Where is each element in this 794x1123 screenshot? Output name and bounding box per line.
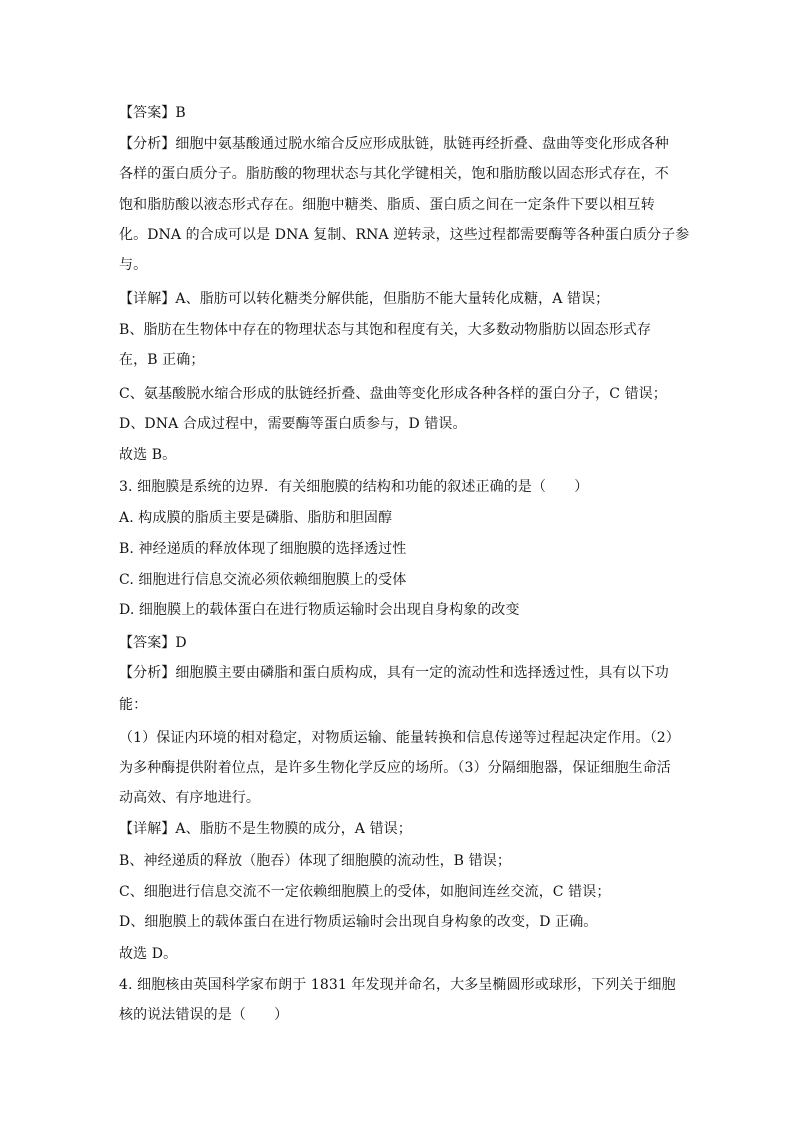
question-stem: 4. 细胞核由英国科学家布朗于 1831 年发现并命名，大多呈椭圆形或球形，下列关于细胞: [119, 977, 676, 993]
answer-line: 【答案】B: [119, 105, 186, 121]
analysis-line: 与。: [119, 257, 148, 273]
analysis-line: 能：: [119, 697, 148, 713]
explanation-line: 【详解】A、脂肪不是生物膜的成分，A 错误；: [119, 821, 412, 837]
analysis-line: 为多种酶提供附着位点，是许多生物化学反应的场所。（3）分隔细胞器，保证细胞生命活: [119, 760, 671, 776]
option-c: C. 细胞进行信息交流必须依赖细胞膜上的受体: [119, 572, 407, 588]
question-stem: 3. 细胞膜是系统的边界．有关细胞膜的结构和功能的叙述正确的是（ ）: [119, 479, 589, 495]
option-d: D. 细胞膜上的载体蛋白在进行物质运输时会出现自身构象的改变: [119, 602, 520, 618]
analysis-line: 【分析】细胞中氨基酸通过脱水缩合反应形成肽链，肽链再经折叠、盘曲等变化形成各种: [119, 136, 669, 152]
analysis-line: 【分析】细胞膜主要由磷脂和蛋白质构成，具有一定的流动性和选择透过性，具有以下功: [119, 665, 669, 681]
analysis-line: （1）保证内环境的相对稳定，对物质运输、能量转换和信息传递等过程起决定作用。（2）: [119, 730, 680, 746]
option-b: B. 神经递质的释放体现了细胞膜的选择透过性: [119, 541, 407, 557]
option-a: A. 构成膜的脂质主要是磷脂、脂肪和胆固醇: [119, 510, 393, 526]
analysis-line: 动高效、有序地进行。: [119, 790, 260, 806]
analysis-line: 饱和脂肪酸以液态形式存在。细胞中糖类、脂质、蛋白质之间在一定条件下要以相互转: [119, 197, 655, 213]
explanation-line: 在，B 正确；: [119, 352, 205, 368]
explanation-line: B、脂肪在生物体中存在的物理状态与其饱和程度有关，大多数动物脂肪以固态形式存: [119, 322, 652, 338]
question-stem: 核的说法错误的是（ ）: [119, 1007, 289, 1023]
explanation-line: 【详解】A、脂肪可以转化糖类分解供能，但脂肪不能大量转化成糖，A 错误；: [119, 291, 610, 307]
conclusion-line: 故选 D。: [119, 946, 178, 962]
explanation-line: D、细胞膜上的载体蛋白在进行物质运输时会出现自身构象的改变，D 正确。: [119, 914, 598, 930]
answer-line: 【答案】D: [119, 635, 187, 651]
analysis-line: 化。DNA 的合成可以是 DNA 复制、RNA 逆转录，这些过程都需要酶等各种蛋白质分子参: [119, 227, 690, 243]
explanation-line: B、神经递质的释放（胞吞）体现了细胞膜的流动性，B 错误；: [119, 853, 511, 869]
conclusion-line: 故选 B。: [119, 447, 177, 463]
analysis-line: 各样的蛋白质分子。脂肪酸的物理状态与其化学键相关，饱和脂肪酸以固态形式存在，不: [119, 166, 669, 182]
explanation-line: D、DNA 合成过程中，需要酶等蛋白质参与，D 错误。: [119, 416, 467, 432]
explanation-line: C、氨基酸脱水缩合形成的肽链经折叠、盘曲等变化形成各种各样的蛋白分子，C 错误；: [119, 386, 667, 402]
explanation-line: C、细胞进行信息交流不一定依赖细胞膜上的受体，如胞间连丝交流，C 错误；: [119, 884, 611, 900]
